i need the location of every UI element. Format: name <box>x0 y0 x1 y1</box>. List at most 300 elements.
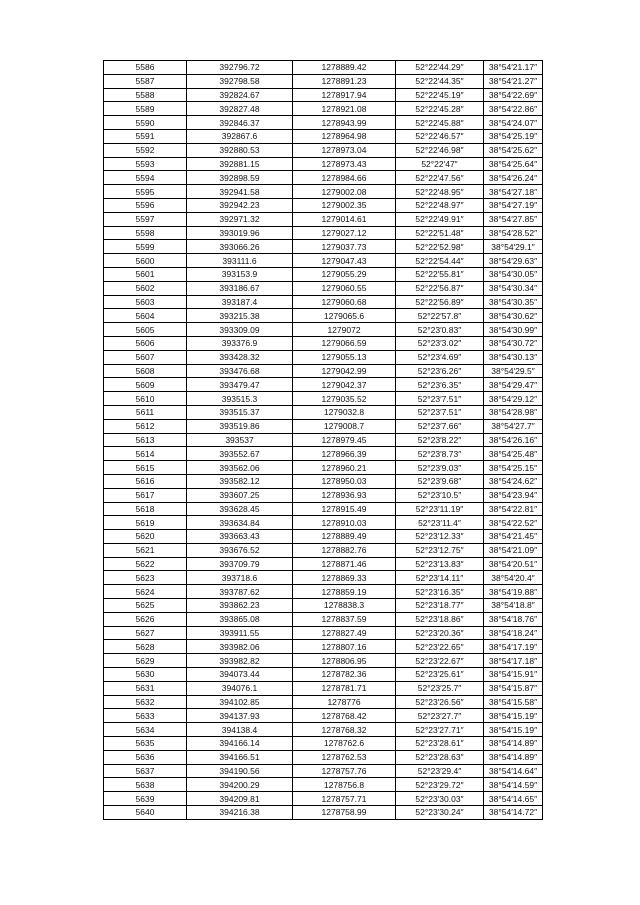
longitude-cell: 38°54′25.62″ <box>484 143 543 157</box>
point-number-cell: 5627 <box>104 626 187 640</box>
point-number-cell: 5587 <box>104 74 187 88</box>
point-number-cell: 5604 <box>104 309 187 323</box>
point-number-cell: 5617 <box>104 488 187 502</box>
table-row <box>104 143 543 157</box>
longitude-cell: 38°54′15.91″ <box>484 668 543 682</box>
y-coordinate-cell: 1278756.8 <box>293 778 396 792</box>
longitude-cell: 38°54′26.24″ <box>484 171 543 185</box>
y-coordinate-cell: 1279042.37 <box>293 378 396 392</box>
longitude-cell: 38°54′30.13″ <box>484 350 543 364</box>
x-coordinate-cell: 393153.9 <box>187 267 293 281</box>
latitude-cell: 52°22′46.98″ <box>396 143 484 157</box>
y-coordinate-cell: 1278966.39 <box>293 447 396 461</box>
x-coordinate-cell: 393862.23 <box>187 599 293 613</box>
latitude-cell: 52°22′56.89″ <box>396 295 484 309</box>
y-coordinate-cell: 1279032.8 <box>293 405 396 419</box>
table-row <box>104 447 543 461</box>
table-row <box>104 626 543 640</box>
point-number-cell: 5633 <box>104 709 187 723</box>
table-row <box>104 640 543 654</box>
table-row <box>104 185 543 199</box>
x-coordinate-cell: 393519.86 <box>187 419 293 433</box>
y-coordinate-cell: 1278776 <box>293 695 396 709</box>
point-number-cell: 5628 <box>104 640 187 654</box>
longitude-cell: 38°54′30.72″ <box>484 336 543 350</box>
x-coordinate-cell: 392824.67 <box>187 88 293 102</box>
point-number-cell: 5590 <box>104 116 187 130</box>
x-coordinate-cell: 393607.25 <box>187 488 293 502</box>
x-coordinate-cell: 393982.82 <box>187 654 293 668</box>
longitude-cell: 38°54′23.94″ <box>484 488 543 502</box>
longitude-cell: 38°54′24.62″ <box>484 474 543 488</box>
x-coordinate-cell: 394138.4 <box>187 723 293 737</box>
table-row <box>104 240 543 254</box>
y-coordinate-cell: 1278910.03 <box>293 516 396 530</box>
table-row <box>104 336 543 350</box>
table-row <box>104 792 543 806</box>
longitude-cell: 38°54′29.5″ <box>484 364 543 378</box>
x-coordinate-cell: 393476.68 <box>187 364 293 378</box>
longitude-cell: 38°54′21.09″ <box>484 543 543 557</box>
x-coordinate-cell: 393663.43 <box>187 530 293 544</box>
latitude-cell: 52°23′29.4″ <box>396 764 484 778</box>
longitude-cell: 38°54′30.35″ <box>484 295 543 309</box>
longitude-cell: 38°54′14.89″ <box>484 750 543 764</box>
point-number-cell: 5612 <box>104 419 187 433</box>
y-coordinate-cell: 1278871.46 <box>293 557 396 571</box>
y-coordinate-cell: 1279065.6 <box>293 309 396 323</box>
latitude-cell: 52°23′9.68″ <box>396 474 484 488</box>
point-number-cell: 5632 <box>104 695 187 709</box>
table-row <box>104 530 543 544</box>
table-row <box>104 557 543 571</box>
y-coordinate-cell: 1278891.23 <box>293 74 396 88</box>
longitude-cell: 38°54′27.18″ <box>484 185 543 199</box>
latitude-cell: 52°22′44.29″ <box>396 61 484 75</box>
longitude-cell: 38°54′22.52″ <box>484 516 543 530</box>
x-coordinate-cell: 392881.15 <box>187 157 293 171</box>
y-coordinate-cell: 1278762.53 <box>293 750 396 764</box>
point-number-cell: 5630 <box>104 668 187 682</box>
longitude-cell: 38°54′30.62″ <box>484 309 543 323</box>
y-coordinate-cell: 1279002.35 <box>293 198 396 212</box>
latitude-cell: 52°23′28.61″ <box>396 737 484 751</box>
longitude-cell: 38°54′18.24″ <box>484 626 543 640</box>
x-coordinate-cell: 394166.51 <box>187 750 293 764</box>
point-number-cell: 5603 <box>104 295 187 309</box>
x-coordinate-cell: 393628.45 <box>187 502 293 516</box>
coordinates-table-body <box>104 61 543 820</box>
table-row <box>104 806 543 820</box>
table-row <box>104 102 543 116</box>
x-coordinate-cell: 393111.6 <box>187 254 293 268</box>
table-row <box>104 612 543 626</box>
latitude-cell: 52°23′26.56″ <box>396 695 484 709</box>
latitude-cell: 52°23′18.77″ <box>396 599 484 613</box>
longitude-cell: 38°54′14.59″ <box>484 778 543 792</box>
point-number-cell: 5638 <box>104 778 187 792</box>
x-coordinate-cell: 392880.53 <box>187 143 293 157</box>
latitude-cell: 52°22′48.95″ <box>396 185 484 199</box>
table-row <box>104 116 543 130</box>
table-row <box>104 488 543 502</box>
latitude-cell: 52°23′11.19″ <box>396 502 484 516</box>
longitude-cell: 38°54′15.58″ <box>484 695 543 709</box>
x-coordinate-cell: 392942.23 <box>187 198 293 212</box>
x-coordinate-cell: 393911.55 <box>187 626 293 640</box>
longitude-cell: 38°54′27.7″ <box>484 419 543 433</box>
latitude-cell: 52°23′29.72″ <box>396 778 484 792</box>
x-coordinate-cell: 394216.38 <box>187 806 293 820</box>
longitude-cell: 38°54′28.52″ <box>484 226 543 240</box>
point-number-cell: 5597 <box>104 212 187 226</box>
y-coordinate-cell: 1278782.36 <box>293 668 396 682</box>
table-row <box>104 709 543 723</box>
point-number-cell: 5600 <box>104 254 187 268</box>
longitude-cell: 38°54′30.34″ <box>484 281 543 295</box>
y-coordinate-cell: 1278960.21 <box>293 461 396 475</box>
point-number-cell: 5619 <box>104 516 187 530</box>
longitude-cell: 38°54′22.86″ <box>484 102 543 116</box>
y-coordinate-cell: 1278984.66 <box>293 171 396 185</box>
table-row <box>104 764 543 778</box>
table-row <box>104 378 543 392</box>
latitude-cell: 52°22′45.19″ <box>396 88 484 102</box>
latitude-cell: 52°23′25.7″ <box>396 681 484 695</box>
longitude-cell: 38°54′17.19″ <box>484 640 543 654</box>
longitude-cell: 38°54′30.99″ <box>484 323 543 337</box>
longitude-cell: 38°54′15.87″ <box>484 681 543 695</box>
point-number-cell: 5594 <box>104 171 187 185</box>
longitude-cell: 38°54′29.12″ <box>484 392 543 406</box>
x-coordinate-cell: 393376.9 <box>187 336 293 350</box>
x-coordinate-cell: 393215.38 <box>187 309 293 323</box>
latitude-cell: 52°22′54.44″ <box>396 254 484 268</box>
point-number-cell: 5636 <box>104 750 187 764</box>
y-coordinate-cell: 1278757.71 <box>293 792 396 806</box>
x-coordinate-cell: 393515.37 <box>187 405 293 419</box>
table-row <box>104 392 543 406</box>
x-coordinate-cell: 393982.06 <box>187 640 293 654</box>
table-row <box>104 778 543 792</box>
latitude-cell: 52°22′52.98″ <box>396 240 484 254</box>
y-coordinate-cell: 1279027.12 <box>293 226 396 240</box>
table-row <box>104 157 543 171</box>
x-coordinate-cell: 394102.85 <box>187 695 293 709</box>
point-number-cell: 5639 <box>104 792 187 806</box>
longitude-cell: 38°54′19.88″ <box>484 585 543 599</box>
latitude-cell: 52°23′14.11″ <box>396 571 484 585</box>
x-coordinate-cell: 392798.58 <box>187 74 293 88</box>
point-number-cell: 5629 <box>104 654 187 668</box>
point-number-cell: 5593 <box>104 157 187 171</box>
longitude-cell: 38°54′29.47″ <box>484 378 543 392</box>
longitude-cell: 38°54′14.72″ <box>484 806 543 820</box>
table-row <box>104 323 543 337</box>
y-coordinate-cell: 1279055.13 <box>293 350 396 364</box>
latitude-cell: 52°23′6.26″ <box>396 364 484 378</box>
y-coordinate-cell: 1279042.99 <box>293 364 396 378</box>
latitude-cell: 52°23′11.4″ <box>396 516 484 530</box>
latitude-cell: 52°23′28.63″ <box>396 750 484 764</box>
table-row <box>104 226 543 240</box>
x-coordinate-cell: 392898.59 <box>187 171 293 185</box>
table-row <box>104 543 543 557</box>
longitude-cell: 38°54′18.8″ <box>484 599 543 613</box>
table-row <box>104 585 543 599</box>
table-row <box>104 309 543 323</box>
point-number-cell: 5635 <box>104 737 187 751</box>
latitude-cell: 52°23′12.75″ <box>396 543 484 557</box>
latitude-cell: 52°23′7.51″ <box>396 405 484 419</box>
latitude-cell: 52°23′27.7″ <box>396 709 484 723</box>
longitude-cell: 38°54′25.48″ <box>484 447 543 461</box>
y-coordinate-cell: 1278889.42 <box>293 61 396 75</box>
latitude-cell: 52°23′22.65″ <box>396 640 484 654</box>
point-number-cell: 5637 <box>104 764 187 778</box>
table-row <box>104 171 543 185</box>
point-number-cell: 5616 <box>104 474 187 488</box>
point-number-cell: 5634 <box>104 723 187 737</box>
latitude-cell: 52°23′8.73″ <box>396 447 484 461</box>
table-row <box>104 474 543 488</box>
point-number-cell: 5598 <box>104 226 187 240</box>
y-coordinate-cell: 1278768.32 <box>293 723 396 737</box>
table-row <box>104 502 543 516</box>
table-row <box>104 461 543 475</box>
y-coordinate-cell: 1278921.08 <box>293 102 396 116</box>
x-coordinate-cell: 394190.56 <box>187 764 293 778</box>
x-coordinate-cell: 393309.09 <box>187 323 293 337</box>
longitude-cell: 38°54′28.98″ <box>484 405 543 419</box>
latitude-cell: 52°23′27.71″ <box>396 723 484 737</box>
table-row <box>104 295 543 309</box>
table-row <box>104 433 543 447</box>
point-number-cell: 5591 <box>104 129 187 143</box>
point-number-cell: 5596 <box>104 198 187 212</box>
x-coordinate-cell: 393479.47 <box>187 378 293 392</box>
table-row <box>104 750 543 764</box>
x-coordinate-cell: 394200.29 <box>187 778 293 792</box>
longitude-cell: 38°54′14.64″ <box>484 764 543 778</box>
table-row <box>104 350 543 364</box>
x-coordinate-cell: 393428.32 <box>187 350 293 364</box>
longitude-cell: 38°54′14.89″ <box>484 737 543 751</box>
y-coordinate-cell: 1278807.16 <box>293 640 396 654</box>
point-number-cell: 5602 <box>104 281 187 295</box>
y-coordinate-cell: 1279002.08 <box>293 185 396 199</box>
x-coordinate-cell: 393187.4 <box>187 295 293 309</box>
longitude-cell: 38°54′25.64″ <box>484 157 543 171</box>
x-coordinate-cell: 393019.96 <box>187 226 293 240</box>
point-number-cell: 5605 <box>104 323 187 337</box>
x-coordinate-cell: 393562.06 <box>187 461 293 475</box>
table-row <box>104 281 543 295</box>
y-coordinate-cell: 1278768.42 <box>293 709 396 723</box>
longitude-cell: 38°54′27.85″ <box>484 212 543 226</box>
point-number-cell: 5586 <box>104 61 187 75</box>
y-coordinate-cell: 1279008.7 <box>293 419 396 433</box>
y-coordinate-cell: 1279014.61 <box>293 212 396 226</box>
y-coordinate-cell: 1278762.6 <box>293 737 396 751</box>
table-row <box>104 695 543 709</box>
point-number-cell: 5592 <box>104 143 187 157</box>
table-row <box>104 668 543 682</box>
latitude-cell: 52°23′16.35″ <box>396 585 484 599</box>
latitude-cell: 52°23′25.61″ <box>396 668 484 682</box>
table-row <box>104 516 543 530</box>
latitude-cell: 52°23′22.67″ <box>396 654 484 668</box>
longitude-cell: 38°54′30.05″ <box>484 267 543 281</box>
point-number-cell: 5610 <box>104 392 187 406</box>
x-coordinate-cell: 393718.6 <box>187 571 293 585</box>
point-number-cell: 5631 <box>104 681 187 695</box>
point-number-cell: 5618 <box>104 502 187 516</box>
longitude-cell: 38°54′29.1″ <box>484 240 543 254</box>
y-coordinate-cell: 1278973.43 <box>293 157 396 171</box>
table-row <box>104 61 543 75</box>
table-row <box>104 654 543 668</box>
point-number-cell: 5599 <box>104 240 187 254</box>
y-coordinate-cell: 1279060.68 <box>293 295 396 309</box>
y-coordinate-cell: 1278950.03 <box>293 474 396 488</box>
latitude-cell: 52°23′30.03″ <box>396 792 484 806</box>
latitude-cell: 52°22′45.88″ <box>396 116 484 130</box>
coordinates-table <box>103 60 543 820</box>
point-number-cell: 5621 <box>104 543 187 557</box>
point-number-cell: 5595 <box>104 185 187 199</box>
y-coordinate-cell: 1278827.49 <box>293 626 396 640</box>
latitude-cell: 52°23′7.66″ <box>396 419 484 433</box>
latitude-cell: 52°23′12.33″ <box>396 530 484 544</box>
point-number-cell: 5588 <box>104 88 187 102</box>
point-number-cell: 5611 <box>104 405 187 419</box>
point-number-cell: 5623 <box>104 571 187 585</box>
latitude-cell: 52°22′55.81″ <box>396 267 484 281</box>
longitude-cell: 38°54′21.45″ <box>484 530 543 544</box>
x-coordinate-cell: 394076.1 <box>187 681 293 695</box>
y-coordinate-cell: 1278889.49 <box>293 530 396 544</box>
x-coordinate-cell: 394209.81 <box>187 792 293 806</box>
latitude-cell: 52°22′49.91″ <box>396 212 484 226</box>
latitude-cell: 52°23′10.5″ <box>396 488 484 502</box>
longitude-cell: 38°54′15.19″ <box>484 709 543 723</box>
latitude-cell: 52°23′30.24″ <box>396 806 484 820</box>
latitude-cell: 52°23′4.69″ <box>396 350 484 364</box>
y-coordinate-cell: 1278869.33 <box>293 571 396 585</box>
longitude-cell: 38°54′22.81″ <box>484 502 543 516</box>
y-coordinate-cell: 1279060.55 <box>293 281 396 295</box>
point-number-cell: 5624 <box>104 585 187 599</box>
longitude-cell: 38°54′27.19″ <box>484 198 543 212</box>
table-row <box>104 198 543 212</box>
latitude-cell: 52°22′51.48″ <box>396 226 484 240</box>
y-coordinate-cell: 1278979.45 <box>293 433 396 447</box>
longitude-cell: 38°54′26.16″ <box>484 433 543 447</box>
table-row <box>104 737 543 751</box>
y-coordinate-cell: 1278973.04 <box>293 143 396 157</box>
longitude-cell: 38°54′21.17″ <box>484 61 543 75</box>
longitude-cell: 38°54′18.76″ <box>484 612 543 626</box>
latitude-cell: 52°23′9.03″ <box>396 461 484 475</box>
x-coordinate-cell: 393515.3 <box>187 392 293 406</box>
point-number-cell: 5622 <box>104 557 187 571</box>
table-row <box>104 723 543 737</box>
table-row <box>104 74 543 88</box>
latitude-cell: 52°23′7.51″ <box>396 392 484 406</box>
latitude-cell: 52°22′57.8″ <box>396 309 484 323</box>
latitude-cell: 52°23′13.83″ <box>396 557 484 571</box>
point-number-cell: 5620 <box>104 530 187 544</box>
point-number-cell: 5607 <box>104 350 187 364</box>
y-coordinate-cell: 1278859.19 <box>293 585 396 599</box>
point-number-cell: 5625 <box>104 599 187 613</box>
point-number-cell: 5589 <box>104 102 187 116</box>
y-coordinate-cell: 1278943.99 <box>293 116 396 130</box>
table-row <box>104 681 543 695</box>
latitude-cell: 52°22′47.56″ <box>396 171 484 185</box>
table-row <box>104 571 543 585</box>
point-number-cell: 5615 <box>104 461 187 475</box>
point-number-cell: 5626 <box>104 612 187 626</box>
y-coordinate-cell: 1278915.49 <box>293 502 396 516</box>
point-number-cell: 5606 <box>104 336 187 350</box>
point-number-cell: 5614 <box>104 447 187 461</box>
longitude-cell: 38°54′25.19″ <box>484 129 543 143</box>
x-coordinate-cell: 392971.32 <box>187 212 293 226</box>
longitude-cell: 38°54′15.19″ <box>484 723 543 737</box>
latitude-cell: 52°22′46.57″ <box>396 129 484 143</box>
x-coordinate-cell: 393582.12 <box>187 474 293 488</box>
latitude-cell: 52°23′6.35″ <box>396 378 484 392</box>
x-coordinate-cell: 392941.58 <box>187 185 293 199</box>
x-coordinate-cell: 394073.44 <box>187 668 293 682</box>
x-coordinate-cell: 393066.26 <box>187 240 293 254</box>
y-coordinate-cell: 1278806.95 <box>293 654 396 668</box>
x-coordinate-cell: 393537 <box>187 433 293 447</box>
table-row <box>104 88 543 102</box>
table-row <box>104 364 543 378</box>
y-coordinate-cell: 1278936.93 <box>293 488 396 502</box>
longitude-cell: 38°54′22.69″ <box>484 88 543 102</box>
point-number-cell: 5608 <box>104 364 187 378</box>
table-row <box>104 129 543 143</box>
y-coordinate-cell: 1278917.94 <box>293 88 396 102</box>
longitude-cell: 38°54′24.07″ <box>484 116 543 130</box>
table-row <box>104 405 543 419</box>
longitude-cell: 38°54′17.18″ <box>484 654 543 668</box>
x-coordinate-cell: 392867.6 <box>187 129 293 143</box>
y-coordinate-cell: 1278757.76 <box>293 764 396 778</box>
longitude-cell: 38°54′20.51″ <box>484 557 543 571</box>
table-row <box>104 267 543 281</box>
latitude-cell: 52°23′18.86″ <box>396 612 484 626</box>
point-number-cell: 5601 <box>104 267 187 281</box>
longitude-cell: 38°54′29.63″ <box>484 254 543 268</box>
table-row <box>104 419 543 433</box>
x-coordinate-cell: 394137.93 <box>187 709 293 723</box>
point-number-cell: 5609 <box>104 378 187 392</box>
longitude-cell: 38°54′14.65″ <box>484 792 543 806</box>
y-coordinate-cell: 1278882.76 <box>293 543 396 557</box>
y-coordinate-cell: 1279066.59 <box>293 336 396 350</box>
latitude-cell: 52°22′48.97″ <box>396 198 484 212</box>
latitude-cell: 52°23′3.02″ <box>396 336 484 350</box>
y-coordinate-cell: 1278758.99 <box>293 806 396 820</box>
table-row <box>104 212 543 226</box>
longitude-cell: 38°54′20.4″ <box>484 571 543 585</box>
x-coordinate-cell: 393865.08 <box>187 612 293 626</box>
